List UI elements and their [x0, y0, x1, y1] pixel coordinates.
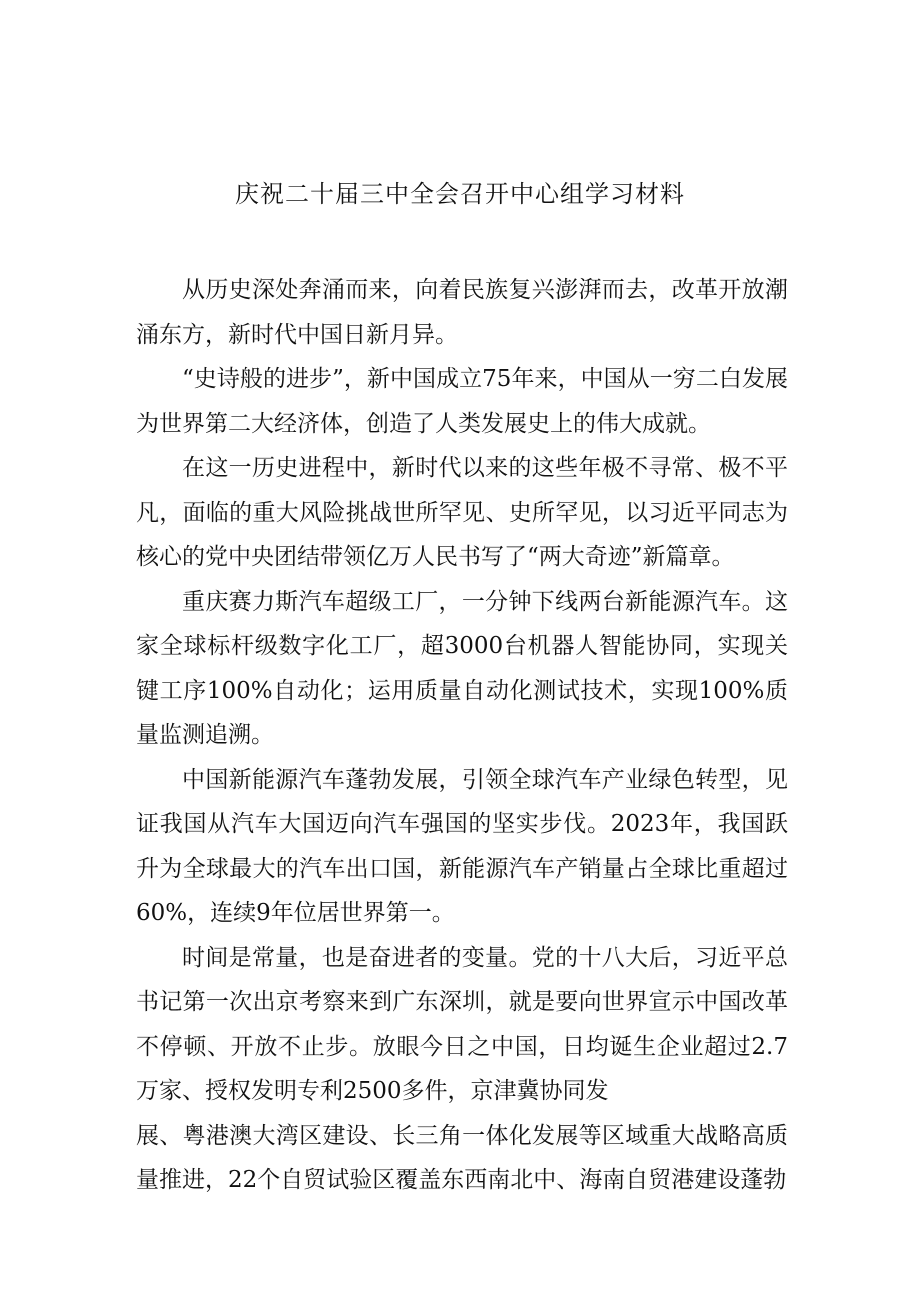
paragraph: 时间是常量，也是奋进者的变量。党的十八大后，习近平总书记第一次出京考察来到广东深圳，就是要向世界宣示中国改革不停顿、开放不止步。放眼今日之中国，日均诞生企业超过2.7万家、授权发明专利2500多件，京津冀协同发 [136, 944, 788, 1104]
paragraph-continuation: 展、粤港澳大湾区建设、长三角一体化发展等区域重大战略高质量推进，22个自贸试验区覆盖东西南北中、海南自贸港建设蓬勃 [136, 1122, 788, 1193]
paragraph: 重庆赛力斯汽车超级工厂，一分钟下线两台新能源汽车。这家全球标杆级数字化工厂，超3000台机器人智能协同，实现关键工序100%自动化；运用质量自动化测试技术，实现100%质量监测追溯。 [136, 588, 788, 748]
document-title: 庆祝二十届三中全会召开中心组学习材料 [235, 180, 685, 208]
paragraph: 从历史深处奔涌而来，向着民族复兴澎湃而去，改革开放潮涌东方，新时代中国日新月异。 [136, 277, 788, 348]
paragraph: 中国新能源汽车蓬勃发展，引领全球汽车产业绿色转型，见证我国从汽车大国迈向汽车强国的坚实步伐。2023年，我国跃升为全球最大的汽车出口国，新能源汽车产销量占全球比重超过60%，连续9年位居世界第一。 [136, 766, 788, 926]
paragraph: 在这一历史进程中，新时代以来的这些年极不寻常、极不平凡，面临的重大风险挑战世所罕见、史所罕见，以习近平同志为核心的党中央团结带领亿万人民书写了“两大奇迹”新篇章。 [136, 455, 788, 570]
document-body [136, 268, 788, 1203]
paragraph: “史诗般的进步”，新中国成立75年来，中国从一穷二白发展为世界第二大经济体，创造了人类发展史上的伟大成就。 [136, 366, 788, 437]
